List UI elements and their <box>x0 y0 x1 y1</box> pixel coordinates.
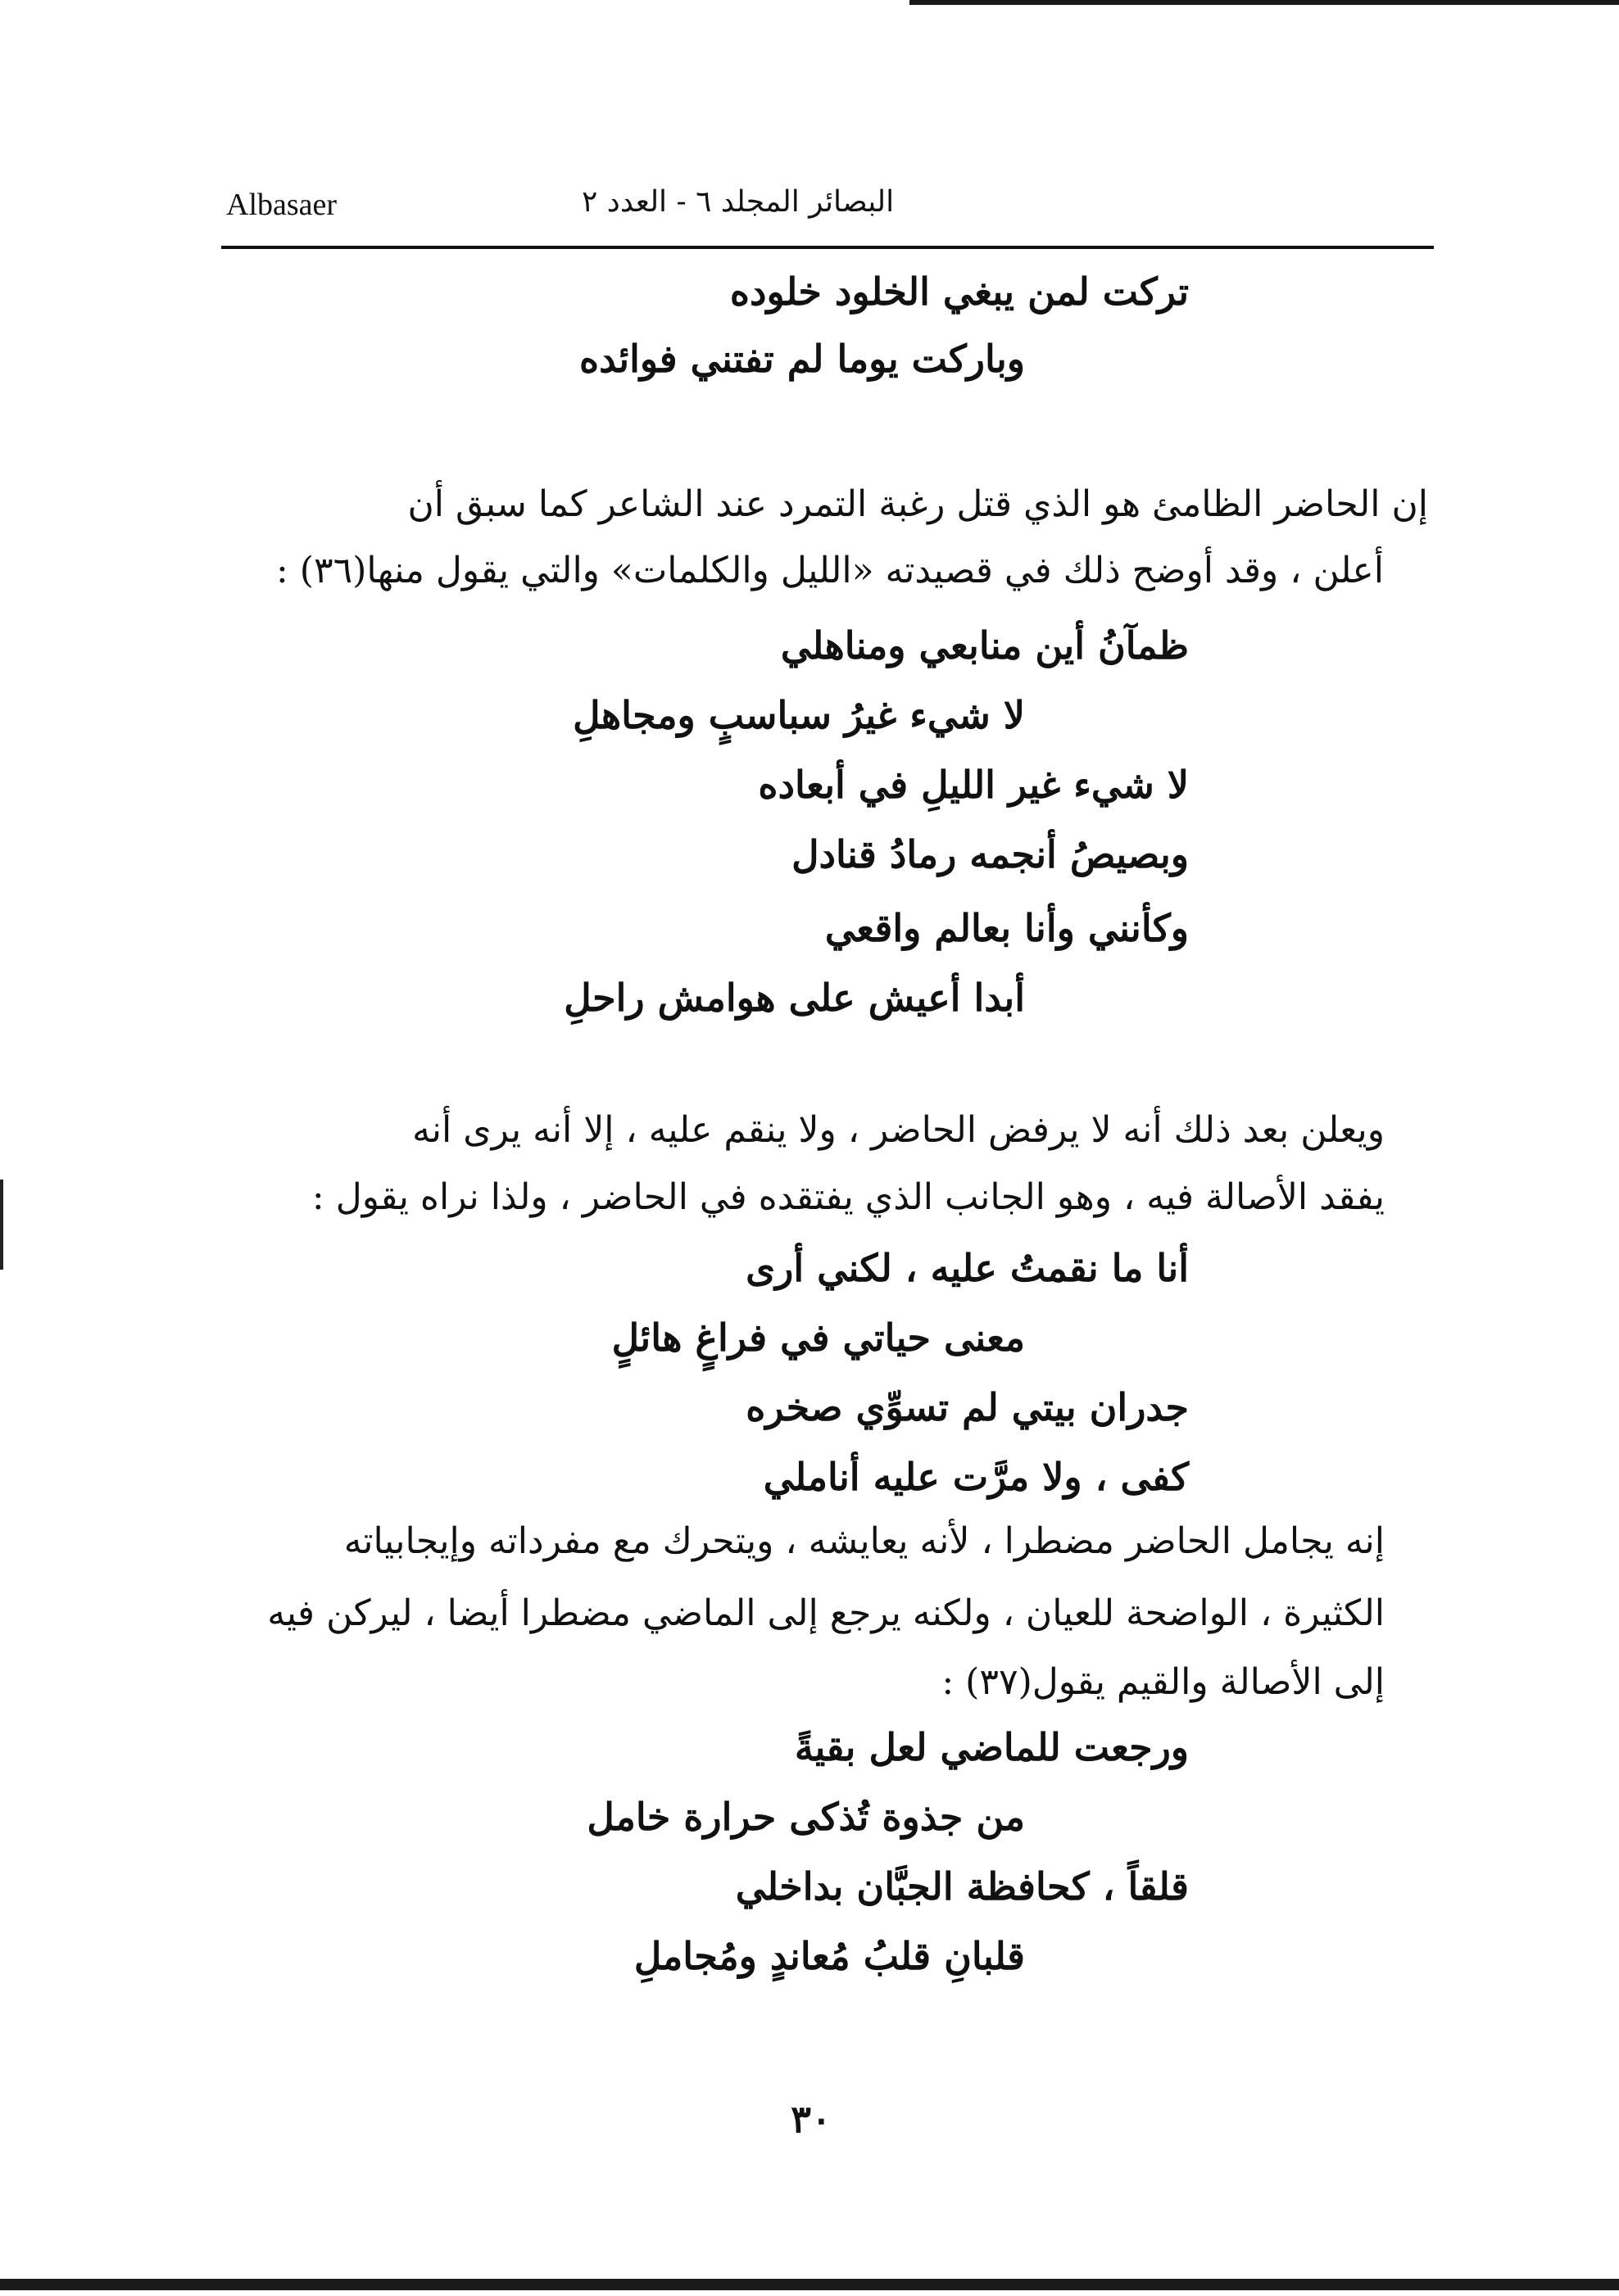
page-number: ٣٠ <box>791 2097 832 2141</box>
paragraph-line: إلى الأصالة والقيم يقول(٣٧) : <box>941 1661 1385 1703</box>
verse-line: لا شيء غيرُ سباسبٍ ومجاهلِ <box>573 693 1025 737</box>
verse-line: معنى حياتي في فراغٍ هائلٍ <box>611 1316 1025 1360</box>
verse-line: لا شيء غير الليلِ في أبعاده <box>758 763 1189 807</box>
journal-arabic-title: البصائر المجلد ٦ - العدد ٢ <box>582 185 895 219</box>
verse-line: أنا ما نقمتُ عليه ، لكني أرى <box>746 1246 1189 1290</box>
paragraph-line: يفقد الأصالة فيه ، وهو الجانب الذي يفتقده في الحاضر ، ولذا نراه يقول : <box>311 1176 1385 1218</box>
paragraph-line: أعلن ، وقد أوضح ذلك في قصيدته «الليل والكلمات» والتي يقول منها(٣٦) : <box>275 550 1384 591</box>
verse-line: جدران بيتي لم تسوِّي صخره <box>746 1385 1189 1429</box>
verse-line: قلبانِ قلبُ مُعاندٍ ومُجاملِ <box>633 1934 1025 1978</box>
scan-margin-mark <box>0 1180 3 1270</box>
verse-line: وكأنني وأنا بعالم واقعي <box>824 906 1189 950</box>
verse-line: وبصيصُ أنجمه رمادُ قنادل <box>791 832 1189 876</box>
verse-line: كفى ، ولا مرَّت عليه أناملي <box>763 1455 1189 1499</box>
header-rule <box>221 246 1434 249</box>
verse-line: قلقاً ، كحافظة الجبَّان بداخلي <box>735 1864 1189 1909</box>
journal-latin-title: Albasaer <box>226 188 338 222</box>
verse-line: تركت لمن يبغي الخلود خلوده <box>729 269 1189 314</box>
verse-line: من جذوة تُذكى حرارة خامل <box>587 1795 1025 1839</box>
verse-line: ظمآنُ أين منابعي ومناهلي <box>780 623 1189 668</box>
paragraph-line: إنه يجامل الحاضر مضطرا ، لأنه يعايشه ، ويتحرك مع مفرداته وإيجابياته <box>343 1520 1385 1562</box>
verse-line: وباركت يوما لم تفتني فوائده <box>579 337 1025 381</box>
scan-edge-top <box>909 0 1619 5</box>
verse-line: أبدا أعيش على هوامش راحلِ <box>564 976 1025 1020</box>
running-header <box>221 182 1434 231</box>
paragraph-line: إن الحاضر الظامئ هو الذي قتل رغبة التمرد عند الشاعر كما سبق أن <box>407 483 1428 525</box>
paragraph-line: ويعلن بعد ذلك أنه لا يرفض الحاضر ، ولا ينقم عليه ، إلا أنه يرى أنه <box>412 1109 1385 1151</box>
paragraph-line: الكثيرة ، الواضحة للعيان ، ولكنه يرجع إلى الماضي مضطرا أيضا ، ليركن فيه <box>267 1592 1385 1634</box>
scan-edge-bottom <box>0 2279 1619 2290</box>
verse-line: ورجعت للماضي لعل بقيةً <box>794 1725 1189 1769</box>
